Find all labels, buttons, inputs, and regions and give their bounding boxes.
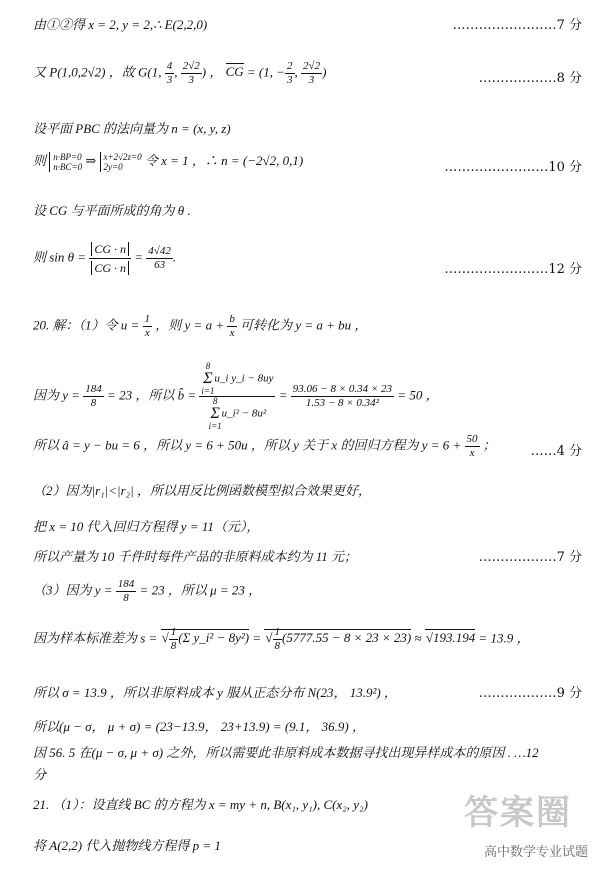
sin-den	[89, 259, 131, 277]
line-16: 所以(μ − σ， μ + σ) = (23−13.9， 23+13.9) = (9.1， 36.9) ，	[33, 719, 365, 734]
line-13-part-a: （3）因为 y =	[33, 582, 113, 598]
b-hat-fraction	[199, 362, 275, 431]
sqrt-3: √193.194	[425, 630, 476, 646]
fraction-1-8-b	[273, 626, 283, 653]
implies-arrow: ⇒	[85, 153, 97, 168]
sqrt-2: √ $\frac{1}{8}$ (5777.55 − 8 × 23 × 23)	[265, 626, 412, 652]
sqrt-3-body: 193.194	[433, 630, 476, 646]
score-7-b: ………………7 分	[478, 550, 582, 565]
score-8: ………………8 分	[478, 71, 582, 86]
sqrt-1-body: (Σ y_i² − 8y²)	[178, 630, 250, 646]
sin-num-text: CG · n	[91, 242, 129, 256]
sigma: Σ	[210, 405, 220, 422]
equals: =	[278, 387, 288, 403]
frac-den: 8	[170, 640, 177, 652]
frac-num: 2	[287, 60, 293, 72]
fraction-184-8-b	[116, 578, 137, 605]
line-15: 所以 σ = 13.9 ，所以非原料成本 y 服从正态分布 N(23， 13.9²) ，	[33, 685, 397, 700]
line-8-part-c: = 50 ，	[397, 387, 439, 403]
line-1-text: 由①②得 x = 2, y = 2,∴ E(2,2,0)	[33, 17, 208, 32]
frac-den: x	[469, 447, 475, 459]
fraction-1-x	[143, 313, 153, 340]
system-2-eq-1: x+2√2z=0	[103, 152, 142, 163]
line-9-part-a: 所以 â = y − bu = 6 ，所以 y = 6 + 50u ，所以 y 关于 x 的回归方程为 y = 6 +	[33, 437, 462, 453]
fraction-50-x	[465, 433, 480, 460]
line-19: 将 A(2,2) 代入抛物线方程得 p = 1	[33, 838, 221, 853]
frac-den: 63	[154, 259, 166, 271]
frac-num: 4	[166, 60, 173, 72]
frac-den: 3	[188, 74, 194, 86]
frac-num: 50	[466, 433, 478, 445]
score-10: ……………………10 分	[444, 160, 582, 175]
line-7-part-a: 20. 解：（1）令 u =	[33, 317, 140, 333]
watermark-logo: 答案圈	[464, 793, 572, 833]
frac-num: 2√2	[303, 60, 321, 72]
line-2-part-a: 又 P(1,0,2√2) ，故 G(1,	[33, 64, 162, 80]
frac-num: 184	[117, 578, 135, 590]
line-17-continuation: 分	[33, 767, 47, 782]
vector-cg: CG	[225, 64, 244, 80]
frac-den: 1.53 − 8 × 0.34²	[305, 397, 379, 409]
system-1-eq-1: n·BP=0	[53, 152, 82, 163]
line-6-part-a: 则 sin θ =	[33, 249, 87, 265]
line-10: （2）因为|r₁|<|r₂| ，所以用反比例函数模型拟合效果更好，	[33, 483, 371, 498]
frac-den: 3	[166, 74, 173, 86]
fraction-1-8-a	[169, 626, 179, 653]
line-12: 所以产量为 10 千件时每件产品的非原料成本约为 11 元；	[33, 549, 358, 564]
sum-bot: i=1	[201, 386, 215, 396]
b-hat-den-text: u_i² − 8u²	[221, 407, 267, 420]
sigma: Σ	[203, 370, 213, 387]
sin-den-text: CG · n	[91, 261, 129, 275]
frac-den: x	[144, 327, 150, 339]
frac-den: 3	[287, 74, 293, 86]
fraction-184-8	[83, 383, 104, 410]
line-9-part-b: ；	[482, 437, 496, 453]
sin-fraction	[89, 240, 131, 277]
frac-num: 1	[144, 313, 151, 325]
line-14-part-g: = 13.9 ，	[478, 630, 530, 646]
equals: =	[252, 630, 262, 646]
b-hat-value-fraction	[291, 383, 394, 410]
b-hat-num	[199, 362, 275, 397]
score-4: ……4 分	[530, 444, 582, 459]
frac-num: 93.06 − 8 × 0.34 × 23	[292, 383, 393, 395]
fraction-b-x	[227, 313, 237, 340]
sqrt-2-body: (5777.55 − 8 × 23 × 23)	[282, 630, 412, 646]
line-14	[33, 626, 579, 653]
score-12: ……………………12 分	[444, 262, 582, 277]
fraction-2r2-3	[181, 60, 202, 87]
watermark-caption: 高中数学专业试题	[483, 845, 588, 860]
b-hat-num-text: u_i y_i − 8uy	[214, 372, 274, 385]
equals: =	[134, 249, 144, 265]
score-9: ………………9 分	[478, 686, 582, 701]
frac-den: 8	[123, 592, 129, 604]
sin-result	[146, 245, 173, 272]
line-2-part-b: ) ，	[201, 64, 223, 80]
line-4-part-b: 令 x = 1 ，∴ n = (−2√2, 0,1)	[144, 153, 304, 168]
line-2-part-d: = (1, −	[243, 64, 286, 80]
sum-symbol	[209, 397, 222, 431]
line-8-part-a: 因为 y =	[33, 387, 81, 403]
line-6: 则 sin θ = $\frac{CG \cdot n}{CG \cdot n}$ = $\frac{4√42}{63}$ .	[33, 242, 177, 275]
line-14-part-a: 因为样本标准差为 s =	[33, 630, 158, 646]
sqrt-1: √ $\frac{1}{8}$ (Σ y_i² − 8y²)	[161, 626, 250, 652]
system-1	[49, 152, 82, 172]
frac-num: 1	[170, 626, 177, 638]
line-13-part-b: = 23 ，所以 μ = 23 ，	[139, 582, 262, 598]
system-2-eq-2: 2y=0	[103, 162, 123, 173]
sum-bot: i=1	[208, 421, 222, 431]
line-4-part-a: 则	[33, 153, 47, 168]
frac-den: 8	[274, 640, 281, 652]
sum-symbol	[201, 362, 214, 396]
frac-den: 3	[308, 74, 315, 86]
line-8	[33, 362, 579, 431]
line-17: 因 56. 5 在(μ − σ, μ + σ) 之外，所以需要此非原料成本数据寻找出现异样成本的原因 . …12	[33, 745, 539, 760]
line-3: 设平面 PBC 的法向量为 n = (x, y, z)	[33, 121, 231, 136]
line-11: 把 x = 10 代入回归方程得 y = 11（元），	[33, 519, 260, 534]
score-7-a: ……………………7 分	[452, 18, 582, 33]
fraction-2r2-3-b	[301, 60, 322, 87]
line-7-part-c: 可转化为 y = a + bu ，	[240, 317, 368, 333]
sum-top: 8	[205, 361, 211, 371]
frac-den: 8	[90, 397, 97, 409]
sin-num	[89, 240, 131, 259]
frac-num: b	[229, 313, 235, 325]
line-2: 又 P(1,0,2√2) ，故 G(1, $\frac{4}{3}$ , $\frac{2√2}{3}$ ) ， CG = (1, − $\frac{2}{3}$ , $\frac{2√2}{3}$ )	[33, 60, 327, 86]
sum-top: 8	[212, 396, 218, 406]
b-hat-den	[199, 397, 275, 431]
line-13	[33, 578, 579, 605]
frac-num: 184	[85, 383, 102, 395]
fraction-4-3	[165, 60, 175, 87]
line-8-part-b: = 23 ，所以 b̂ =	[107, 387, 197, 403]
line-5: 设 CG 与平面所成的角为 θ .	[33, 203, 191, 218]
frac-num: 1	[274, 626, 281, 638]
frac-den: x	[229, 327, 235, 339]
system-2	[100, 152, 142, 172]
fraction-2-3	[285, 60, 295, 87]
line-7-part-b: ，则 y = a +	[155, 317, 225, 333]
line-9	[33, 433, 579, 460]
line-7	[33, 313, 579, 340]
frac-num: 4√42	[148, 245, 171, 257]
system-1-eq-2: n·BC=0	[53, 162, 83, 173]
frac-num: 2√2	[182, 60, 200, 72]
line-18: 21. （1）：设直线 BC 的方程为 x = my + n, B(x₁, y₁), C(x₂, y₂)	[33, 797, 368, 812]
approx: ≈	[414, 630, 422, 646]
